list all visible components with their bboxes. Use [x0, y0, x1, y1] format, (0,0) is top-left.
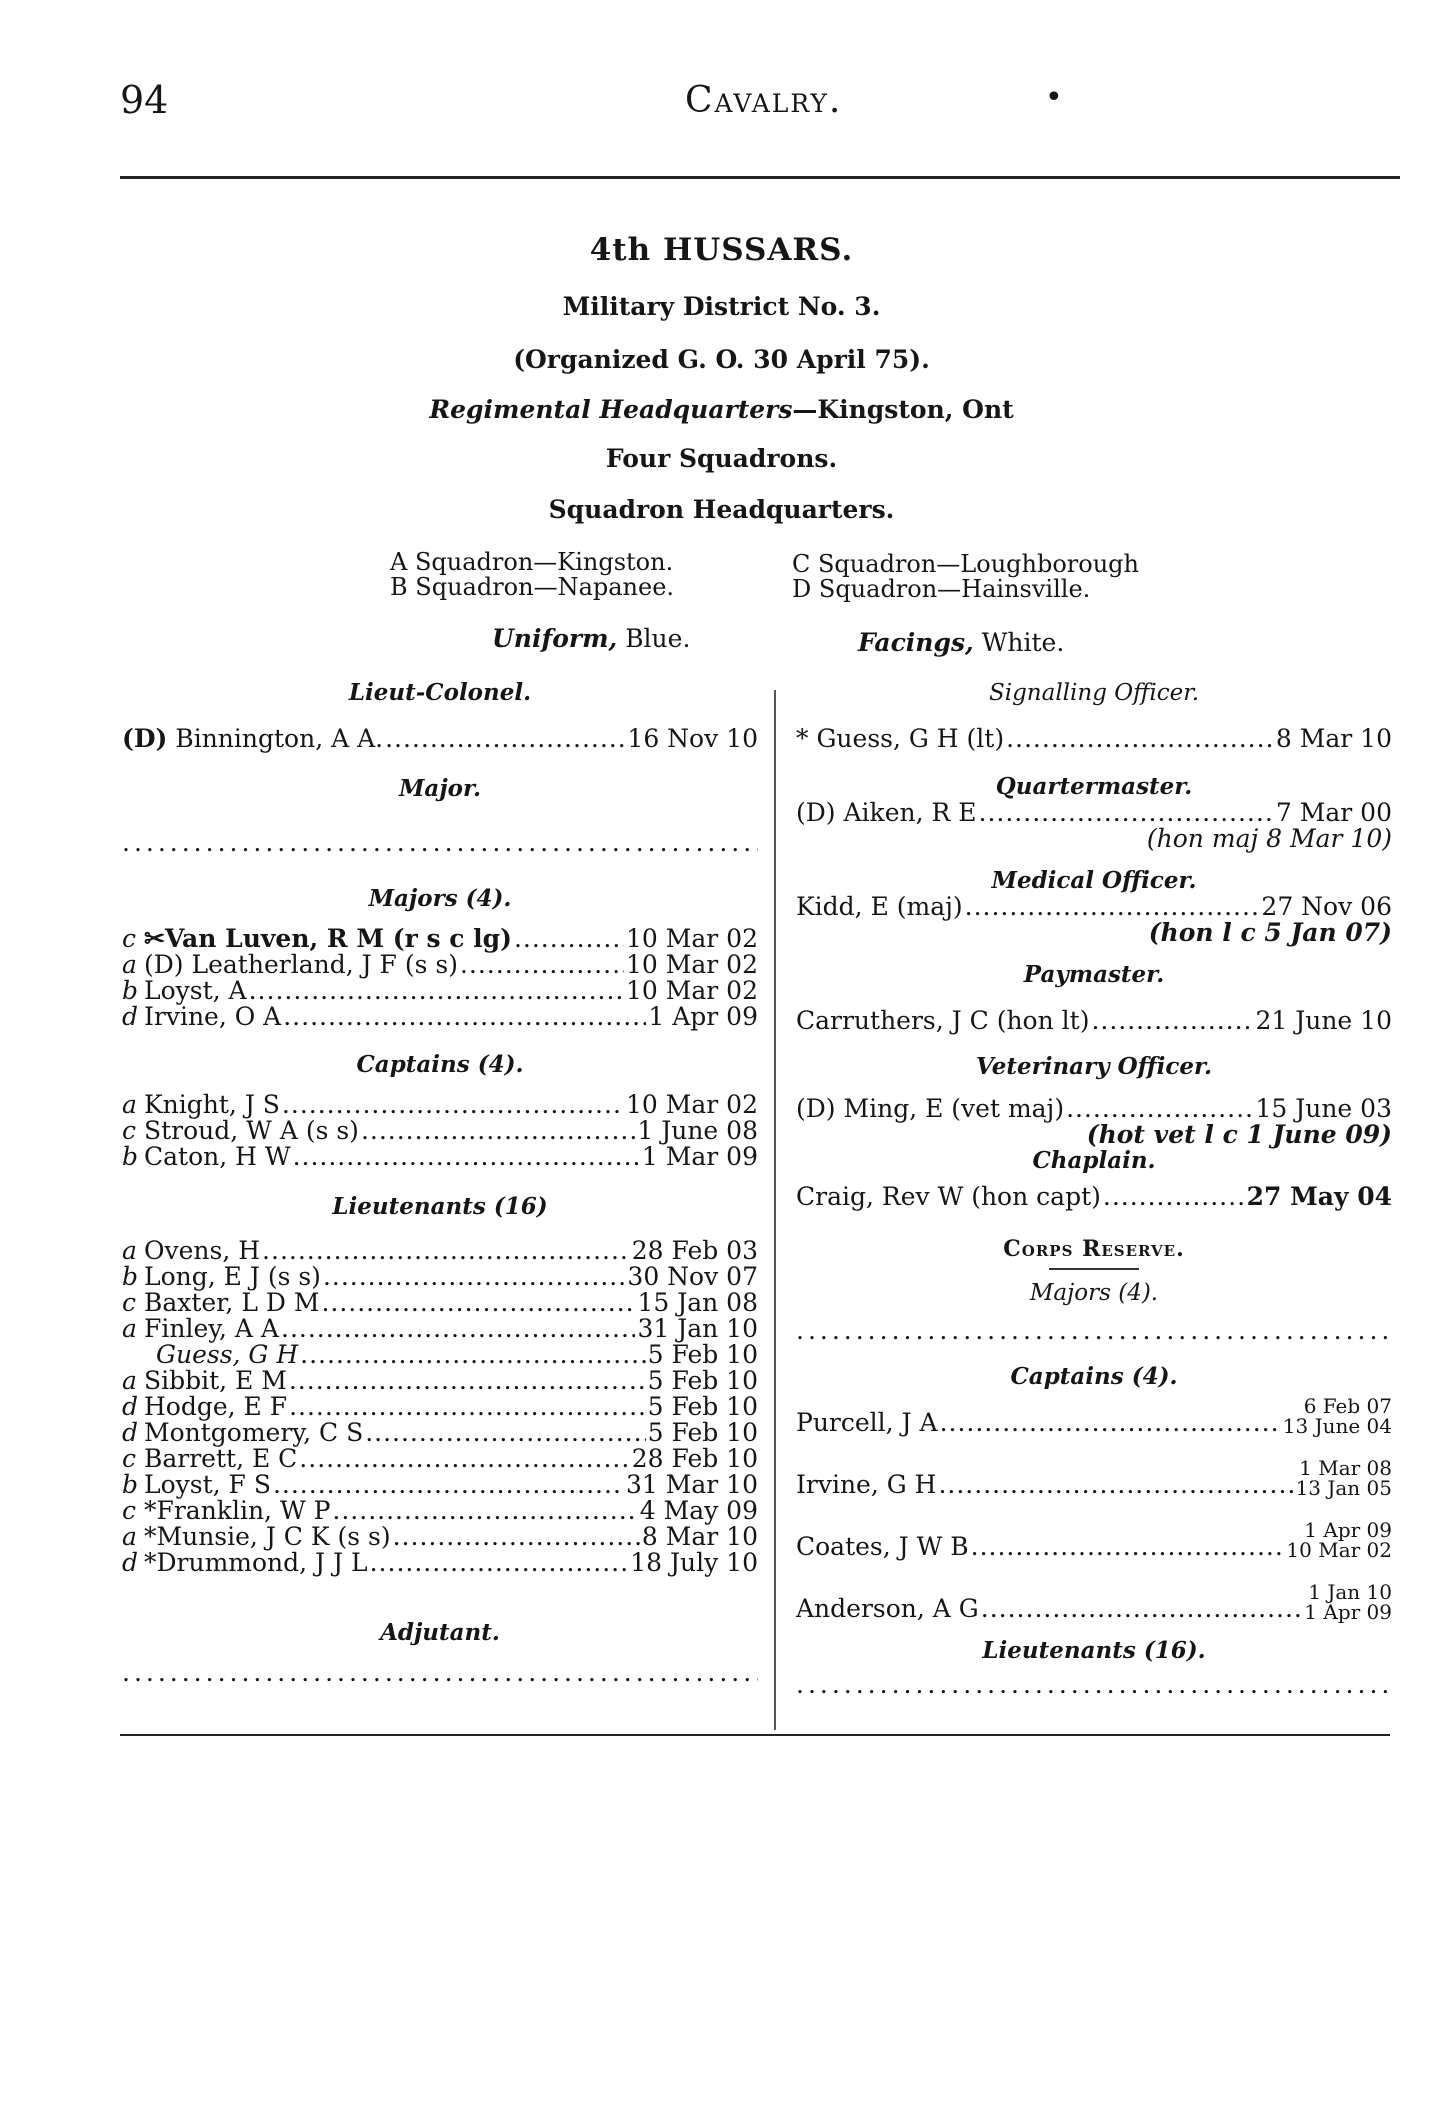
- company-letter: b: [122, 976, 139, 1005]
- officer-date: 4 May 09: [639, 1496, 758, 1525]
- officer-name: (D) Leatherland, J F (s s): [144, 950, 458, 979]
- list-item: [122, 1238, 758, 1264]
- officer-name: Hodge, E F: [144, 1392, 288, 1421]
- officer-name: Ovens, H: [144, 1236, 261, 1265]
- officer-date: 31 Jan 10: [637, 1314, 758, 1343]
- list-item: [796, 1520, 1392, 1560]
- officer-date: [1304, 1582, 1392, 1622]
- list-item: [122, 1342, 758, 1368]
- veterinary-note: (hot vet l c 1 June 09): [1086, 1120, 1392, 1149]
- leader-dots: [249, 978, 624, 1004]
- lt-col-entry: [122, 726, 758, 752]
- list-item: [122, 1316, 758, 1342]
- regimental-hq: [0, 395, 1443, 424]
- quartermaster-note: (hon maj 8 Mar 10): [1146, 824, 1392, 853]
- leader-dots: [979, 800, 1274, 826]
- date-two: 13 June 04: [1282, 1414, 1392, 1438]
- officer-date: 8 Mar 10: [1275, 724, 1392, 753]
- officer-name: Stroud, W A (s s): [144, 1116, 359, 1145]
- facings-label: Facings,: [858, 628, 974, 657]
- company-letter: b: [122, 1142, 139, 1171]
- reserve-rule: [1049, 1268, 1139, 1270]
- reserve-heading: Corps Reserve.: [1003, 1236, 1185, 1262]
- officer-date: 5 Feb 10: [647, 1340, 758, 1369]
- company-letter: b: [122, 1262, 139, 1291]
- list-item: [122, 952, 758, 978]
- leader-dots: [289, 1368, 646, 1394]
- company-letter: d: [122, 1548, 139, 1577]
- signalling-heading: Signalling Officer.: [988, 680, 1200, 706]
- officer-name: Knight, J S: [144, 1090, 280, 1119]
- leader-dots: [460, 952, 624, 978]
- list-item: [122, 926, 758, 952]
- officer-name: Coates, J W B: [796, 1532, 969, 1561]
- company-letter: d: [122, 1392, 139, 1421]
- officer-name: *Munsie, J C K (s s): [144, 1522, 391, 1551]
- leader-dots: [365, 1420, 645, 1446]
- reserve-majors-dots: [796, 1318, 1392, 1344]
- officer-date: 7 Mar 00: [1275, 798, 1392, 827]
- list-item: [122, 1472, 758, 1498]
- majors-list: [122, 926, 758, 1030]
- squadron-c: C Squadron—Loughborough: [792, 550, 1139, 578]
- company-letter: a: [122, 1236, 137, 1265]
- officer-date: 10 Mar 02: [626, 950, 758, 979]
- leader-dots: [282, 1092, 624, 1118]
- officer-date: 30 Nov 07: [627, 1262, 758, 1291]
- officer-name: Guess, G H: [156, 1340, 299, 1369]
- list-item: [122, 1550, 758, 1576]
- leader-dots: [283, 1004, 646, 1030]
- uniform-value: Blue.: [625, 624, 691, 653]
- list-item: [122, 1144, 758, 1170]
- leader-dots: [321, 1290, 635, 1316]
- company-letter: a: [122, 1366, 137, 1395]
- leader-dots: [1006, 726, 1274, 752]
- officer-name: Anderson, A G: [796, 1594, 979, 1623]
- leader-dots: [1066, 1096, 1253, 1122]
- list-item: [122, 978, 758, 1004]
- header-rule: [120, 176, 1400, 179]
- officer-date: 27 Nov 06: [1261, 892, 1392, 921]
- lt-col-date: 16 Nov 10: [627, 724, 758, 753]
- reserve-majors-heading: Majors (4).: [1029, 1280, 1159, 1306]
- officer-name: Purcell, J A: [796, 1408, 938, 1437]
- list-item: [122, 1420, 758, 1446]
- company-letter: c: [122, 1288, 137, 1317]
- major-heading: Major.: [398, 775, 482, 802]
- leader-dots: [370, 1550, 629, 1576]
- leader-dots: [385, 726, 625, 752]
- lieutenants-heading: Lieutenants (16): [332, 1193, 548, 1220]
- list-item: [122, 1004, 758, 1030]
- officer-date: 18 July 10: [630, 1548, 758, 1577]
- left-column: [122, 680, 758, 1686]
- medical-entry: [796, 894, 1392, 920]
- list-item: [796, 1582, 1392, 1622]
- officer-date: 27 May 04: [1246, 1182, 1392, 1211]
- date-two: 10 Mar 02: [1286, 1538, 1392, 1562]
- date-one: 6 Feb 07: [1303, 1394, 1392, 1418]
- list-item: [122, 1446, 758, 1472]
- officer-name: (D) Aiken, R E: [796, 798, 977, 827]
- officer-date: 1 Mar 09: [641, 1142, 758, 1171]
- adjutant-vacant-dots: [122, 1660, 758, 1686]
- captains-heading: Captains (4).: [356, 1051, 524, 1078]
- leader-dots: [981, 1596, 1303, 1622]
- company-letter: c: [122, 1116, 137, 1145]
- company-letter: c: [122, 924, 137, 953]
- officer-date: 28 Feb 10: [631, 1444, 758, 1473]
- leader-dots: [273, 1472, 624, 1498]
- medical-note: (hon l c 5 Jan 07): [1148, 918, 1392, 947]
- leader-dots: [971, 1534, 1285, 1560]
- leader-dots: [514, 926, 624, 952]
- right-column: [796, 680, 1392, 1698]
- reserve-captains-list: [796, 1396, 1392, 1622]
- regiment-title: 4th HUSSARS.: [589, 232, 854, 268]
- officer-name: *Franklin, W P: [144, 1496, 331, 1525]
- majors-heading: Majors (4).: [368, 885, 512, 912]
- running-title: Cavalry.: [685, 80, 843, 121]
- officer-name: Kidd, E (maj): [796, 892, 963, 921]
- officer-name: Loyst, F S: [144, 1470, 271, 1499]
- officer-date: 15 Jan 08: [637, 1288, 758, 1317]
- leader-dots: [361, 1118, 635, 1144]
- facings-value: White.: [981, 628, 1065, 657]
- facings: [858, 628, 1064, 657]
- hq-value: —Kingston, Ont: [792, 395, 1014, 424]
- squadron-d: D Squadron—Hainsville.: [792, 575, 1091, 603]
- veterinary-heading: Veterinary Officer.: [975, 1053, 1213, 1080]
- leader-dots: [289, 1394, 646, 1420]
- uniform: [492, 624, 690, 653]
- date-one: 1 Mar 08: [1299, 1456, 1392, 1480]
- lieutenants-list: [122, 1238, 758, 1576]
- date-one: 1 Jan 10: [1308, 1580, 1392, 1604]
- lt-col-prefix: (D): [122, 724, 168, 753]
- date-two: 13 Jan 05: [1295, 1476, 1392, 1500]
- officer-date: 28 Feb 03: [631, 1236, 758, 1265]
- officer-date: 8 Mar 10: [641, 1522, 758, 1551]
- officer-name: *Drummond, J J L: [144, 1548, 368, 1577]
- list-item: [122, 1118, 758, 1144]
- leader-dots: [299, 1446, 629, 1472]
- officer-name: Sibbit, E M: [144, 1366, 287, 1395]
- list-item: [796, 1458, 1392, 1498]
- officer-date: 5 Feb 10: [647, 1392, 758, 1421]
- adjutant-heading: Adjutant.: [380, 1619, 500, 1646]
- leader-dots: [323, 1264, 625, 1290]
- leader-dots: [300, 1342, 645, 1368]
- column-divider: [774, 690, 776, 1730]
- leader-dots: [940, 1410, 1281, 1436]
- officer-name: (D) Ming, E (vet maj): [796, 1094, 1065, 1123]
- paymaster-entry: [796, 1008, 1392, 1034]
- officer-name: Finley, A A: [144, 1314, 279, 1343]
- officer-name: * Guess, G H (lt): [796, 724, 1005, 753]
- officer-date: 31 Mar 10: [626, 1470, 758, 1499]
- company-letter: a: [122, 1314, 137, 1343]
- hq-label: Regimental Headquarters: [429, 395, 793, 424]
- officer-date: [1286, 1520, 1392, 1560]
- officer-date: 1 Apr 09: [648, 1002, 758, 1031]
- medical-heading: Medical Officer.: [991, 867, 1197, 894]
- paymaster-heading: Paymaster.: [1023, 961, 1165, 988]
- reserve-lieutenants-heading: Lieutenants (16).: [982, 1637, 1206, 1664]
- officer-name: Loyst, A: [144, 976, 247, 1005]
- reserve-captains-heading: Captains (4).: [1010, 1363, 1178, 1390]
- footer-rule: [120, 1734, 1390, 1736]
- list-item: [122, 1368, 758, 1394]
- major-vacant-dots: [122, 830, 758, 856]
- leader-dots: [965, 894, 1260, 920]
- leader-dots: [262, 1238, 630, 1264]
- company-letter: a: [122, 1522, 137, 1551]
- list-item: [122, 1498, 758, 1524]
- company-letter: c: [122, 1444, 137, 1473]
- reserve-lieutenants-dots: [796, 1672, 1392, 1698]
- company-letter: c: [122, 1496, 137, 1525]
- squadrons-count: Four Squadrons.: [605, 444, 838, 473]
- list-item: [122, 1092, 758, 1118]
- officer-date: 10 Mar 02: [626, 924, 758, 953]
- officer-name: Long, E J (s s): [144, 1262, 321, 1291]
- page-number: 94: [120, 78, 169, 122]
- company-letter: d: [122, 1002, 139, 1031]
- lt-col-heading: Lieut-Colonel.: [348, 679, 532, 706]
- officer-name: Irvine, O A: [144, 1002, 282, 1031]
- officer-name: Irvine, G H: [796, 1470, 937, 1499]
- officer-date: [1283, 1396, 1392, 1436]
- veterinary-entry: [796, 1096, 1392, 1122]
- officer-date: 21 June 10: [1255, 1006, 1392, 1035]
- signalling-entry: [796, 726, 1392, 752]
- date-two: 1 Apr 09: [1304, 1600, 1392, 1624]
- list-item: [122, 1290, 758, 1316]
- leader-dots: [332, 1498, 637, 1524]
- officer-name: Barrett, E C: [144, 1444, 298, 1473]
- list-item: [122, 1524, 758, 1550]
- officer-date: 10 Mar 02: [626, 976, 758, 1005]
- uniform-label: Uniform,: [492, 624, 618, 653]
- leader-dots: [293, 1144, 640, 1170]
- officer-date: [1296, 1458, 1392, 1498]
- leader-dots: [281, 1316, 635, 1342]
- officer-name: Craig, Rev W (hon capt): [796, 1182, 1101, 1211]
- officer-date: 10 Mar 02: [626, 1090, 758, 1119]
- leader-dots: [1091, 1008, 1253, 1034]
- captains-list: [122, 1092, 758, 1170]
- quartermaster-entry: [796, 800, 1392, 826]
- date-one: 1 Apr 09: [1304, 1518, 1392, 1542]
- squadron-b: B Squadron—Napanee.: [390, 573, 675, 601]
- company-letter: b: [122, 1470, 139, 1499]
- officer-date: 15 June 03: [1255, 1094, 1392, 1123]
- officer-date: 1 June 08: [637, 1116, 758, 1145]
- squadron-a: A Squadron—Kingston.: [390, 548, 674, 576]
- officer-date: 5 Feb 10: [647, 1366, 758, 1395]
- leader-dots: [393, 1524, 640, 1550]
- list-item: [796, 1396, 1392, 1436]
- chaplain-heading: Chaplain.: [1032, 1147, 1156, 1174]
- list-item: [122, 1394, 758, 1420]
- leader-dots: [938, 1472, 1293, 1498]
- company-letter: d: [122, 1418, 139, 1447]
- company-letter: a: [122, 1090, 137, 1119]
- squadron-hq-heading: Squadron Headquarters.: [548, 495, 895, 524]
- header-mark: •: [1045, 80, 1063, 115]
- leader-dots: [1103, 1184, 1245, 1210]
- list-item: [122, 1264, 758, 1290]
- officer-name: Montgomery, C S: [144, 1418, 364, 1447]
- officer-date: 5 Feb 10: [647, 1418, 758, 1447]
- officer-name: Carruthers, J C (hon lt): [796, 1006, 1090, 1035]
- district: Military District No. 3.: [562, 292, 881, 321]
- officer-name: Caton, H W: [144, 1142, 291, 1171]
- quartermaster-heading: Quartermaster.: [995, 773, 1193, 800]
- company-letter: a: [122, 950, 137, 979]
- chaplain-entry: [796, 1184, 1392, 1210]
- lt-col-name: Binnington, A A.: [175, 724, 384, 753]
- organized: (Organized G. O. 30 April 75).: [513, 345, 930, 374]
- officer-name: Baxter, L D M: [144, 1288, 320, 1317]
- officer-name: ✂Van Luven, R M (r s c lg): [144, 924, 512, 953]
